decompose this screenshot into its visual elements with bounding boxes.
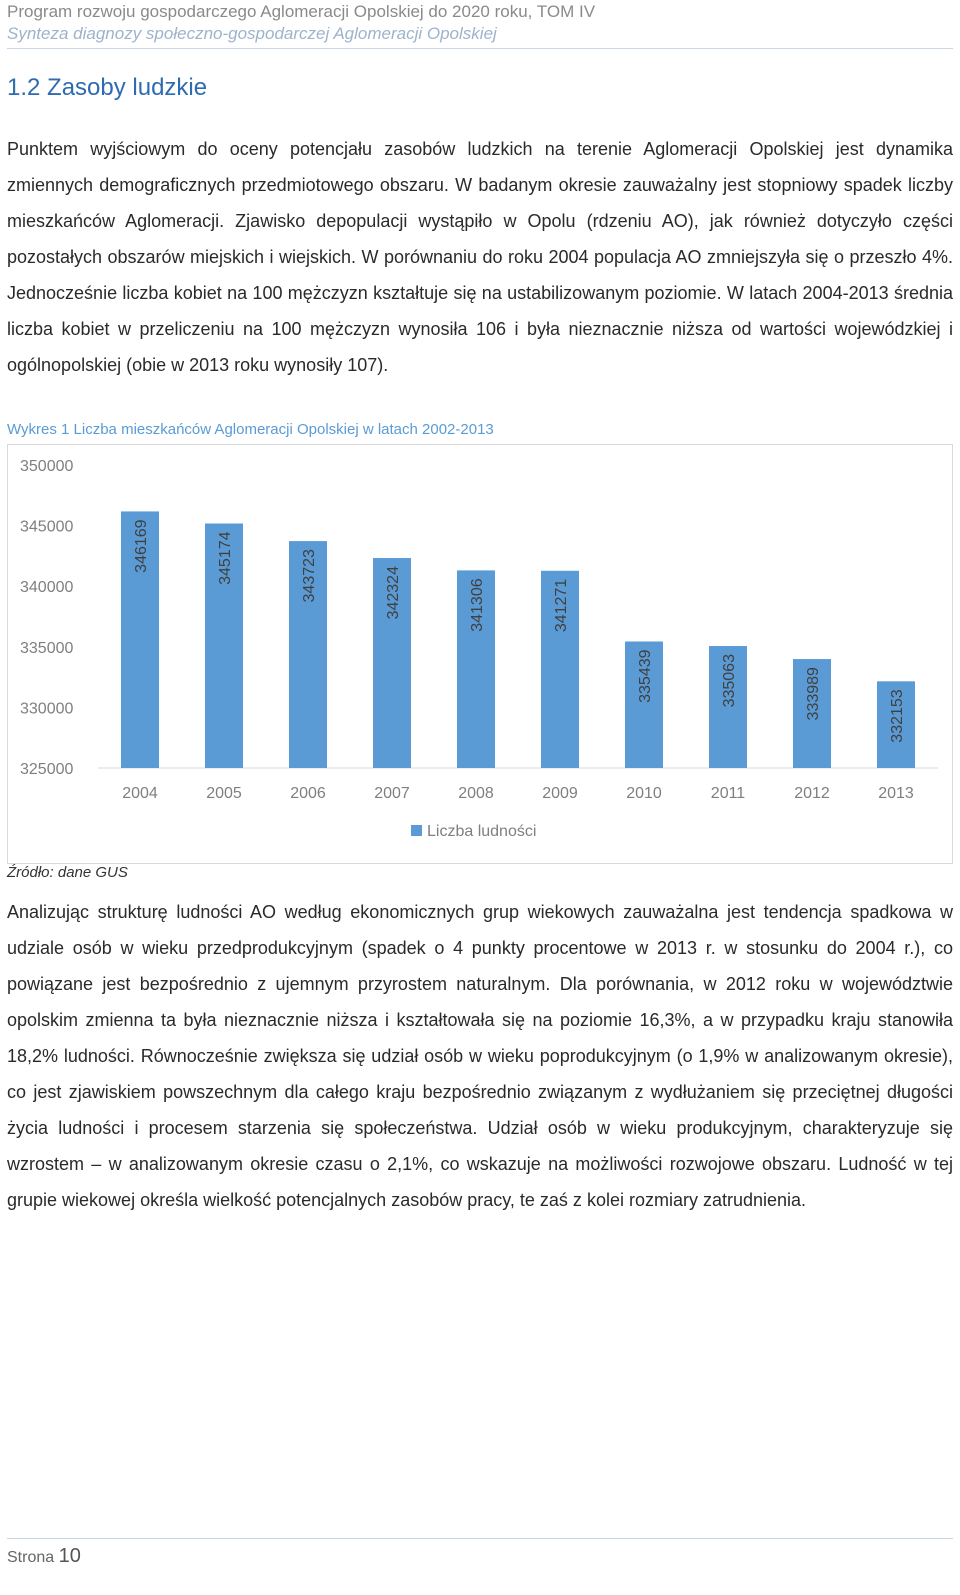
footer-divider: [7, 1538, 953, 1539]
x-tick-label: 2007: [374, 785, 410, 802]
x-tick-label: 2013: [878, 785, 914, 802]
x-tick-label: 2006: [290, 785, 326, 802]
paragraph-intro: Punktem wyjściowym do oceny potencjału zasobów ludzkich na terenie Aglomeracji Opolskiej jest dynamika zmiennych demograficznych przedmiotowego obszaru. W badanym okresie zauważalny jest stopniowy spadek liczby mieszkańców Aglomeracji. Zjawisko depopulacji wystąpiło w Opolu (rdzeniu AO), jak również dotyczyło części pozostałych obszarów miejskich i wiejskich. W porównaniu do roku 2004 populacja AO zmniejszyła się o przeszło 4%. Jednocześnie liczba kobiet na 100 mężczyzn kształtuje się na ustabilizowanym poziomie. W latach 2004-2013 średnia liczba kobiet w przeliczeniu na 100 mężczyzn wynosiła 106 i była nieznacznie niższa od wartości wojewódzkiej i ogólnopolskiej (obie w 2013 roku wynosiły 107).: [7, 139, 953, 375]
data-label: 333989: [805, 667, 822, 721]
y-tick-label: 350000: [20, 458, 74, 475]
legend-swatch: [411, 825, 422, 836]
section-heading: 1.2 Zasoby ludzkie: [7, 74, 208, 101]
x-tick-label: 2004: [122, 785, 158, 802]
legend-label: Liczba ludności: [427, 823, 537, 840]
y-tick-label: 340000: [20, 579, 74, 597]
page-footer: [7, 1545, 81, 1568]
data-label: 346169: [133, 519, 150, 573]
x-tick-label: 2008: [458, 785, 494, 802]
data-label: 335439: [637, 649, 654, 703]
data-label: 343723: [301, 549, 318, 603]
x-tick-label: 2009: [542, 785, 578, 802]
data-label: 341271: [553, 578, 570, 633]
figure-source: Źródło: dane GUS: [7, 864, 128, 881]
data-label: 341306: [469, 578, 486, 632]
figure-caption: Wykres 1 Liczba mieszkańców Aglomeracji Opolskiej w latach 2002-2013: [7, 421, 494, 438]
document-title: Program rozwoju gospodarczego Aglomeracji Opolskiej do 2020 roku, TOM IV: [7, 2, 596, 21]
header-divider: [7, 48, 953, 49]
data-label: 342324: [385, 566, 402, 620]
paragraph-age-structure: Analizując strukturę ludności AO według ekonomicznych grup wiekowych zauważalna jest tendencja spadkowa w udziale osób w wieku przedprodukcyjnym (spadek o 4 punkty procentowe w 2013 r. w stosunku do 2004 r.), co powiązane jest bezpośrednio z ujemnym przyrostem naturalnym. Dla porównania, w 2012 roku w województwie opolskim zmienna ta była nieznacznie niższa i kształtowała się na poziomie 16,3%, a w przypadku kraju stanowiła 18,2% ludności. Równocześnie zwiększa się udział osób w wieku poprodukcyjnym (o 1,9% w analizowanym okresie), co jest zjawiskiem powszechnym dla całego kraju bezpośrednio związanym z wydłużaniem się przeciętnej długości życia ludności i procesem starzenia się społeczeństwa. Udział osób w wieku produkcyjnym, charakteryzuje się wzrostem – w analizowanym okresie czasu o 2,1%, co wskazuje na możliwości rozwojowe obszaru. Ludność w tej grupie wiekowej określa wielkość potencjalnych zasobów pracy, te zaś z kolei rozmiary zatrudnienia.: [7, 902, 953, 1210]
x-tick-label: 2005: [206, 785, 242, 802]
y-tick-label: 330000: [20, 700, 74, 718]
document-subtitle: Synteza diagnozy społeczno-gospodarczej Aglomeracji Opolskiej: [7, 24, 497, 43]
x-tick-label: 2012: [794, 785, 830, 802]
data-label: 345174: [217, 531, 234, 585]
y-tick-label: 325000: [20, 761, 74, 778]
data-label: 332153: [889, 689, 906, 743]
page-label: Strona: [7, 1549, 55, 1566]
page-number: 10: [58, 1545, 81, 1567]
population-chart: [7, 444, 953, 864]
x-tick-label: 2011: [710, 785, 746, 802]
y-tick-label: 335000: [20, 639, 74, 657]
x-tick-label: 2010: [626, 785, 662, 802]
data-label: 335063: [721, 654, 738, 708]
page-header: [7, 0, 953, 49]
y-tick-label: 345000: [20, 518, 74, 536]
chart-canvas: [8, 445, 952, 863]
